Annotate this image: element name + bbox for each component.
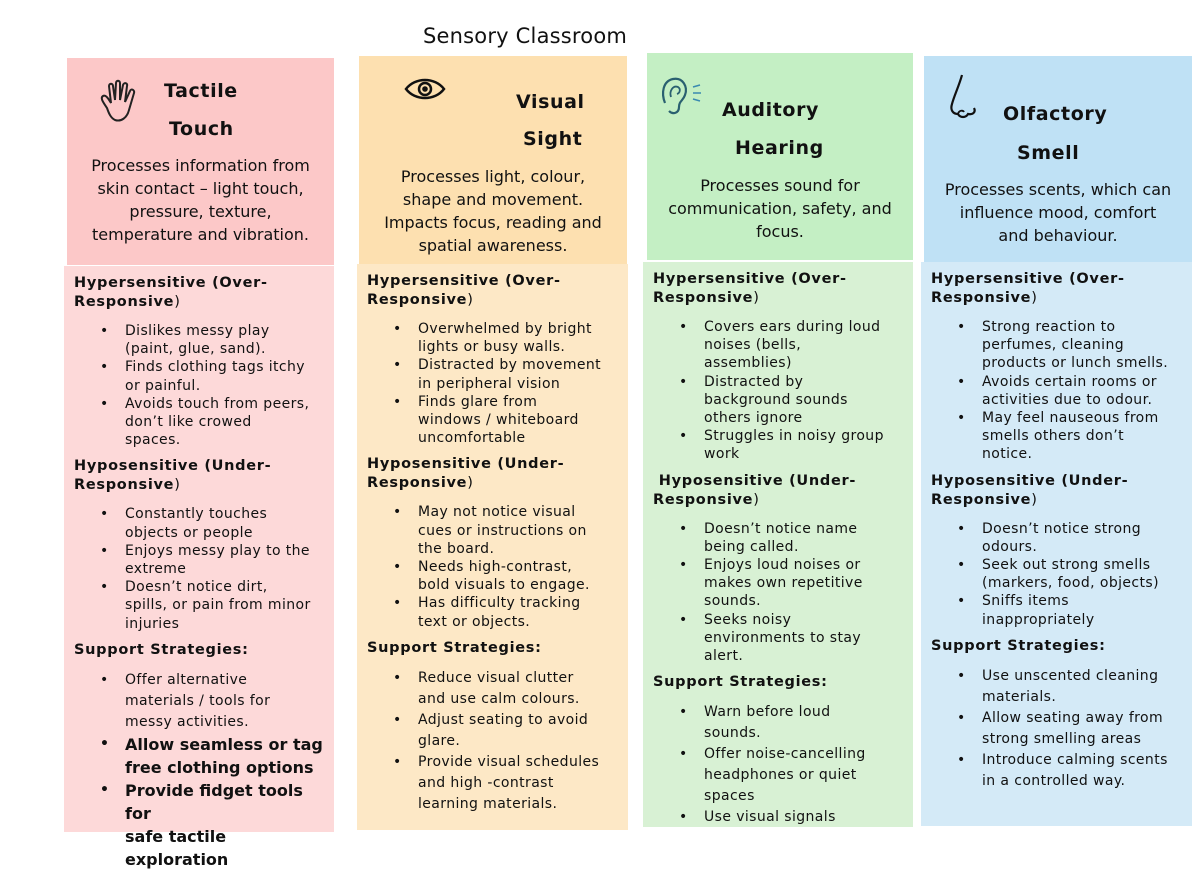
tactile-subname: Touch (169, 118, 234, 140)
list-item: • Introduce calming scents in a controlled way. (982, 750, 1182, 792)
tactile-support-list-big (74, 733, 324, 871)
auditory-hyper-heading: Hypersensitive (Over- Responsive) (653, 271, 847, 306)
list-item: • Use visual signals (704, 807, 903, 828)
list-item: • Provide visual schedules and high -contrast learning materials. (418, 752, 618, 815)
auditory-subname: Hearing (735, 137, 824, 159)
visual-body (357, 264, 628, 830)
auditory-hyper-list (653, 318, 903, 464)
list-item: • Strong reaction to perfumes, cleaning products or lunch smells. (982, 318, 1182, 373)
visual-hypo-list (367, 503, 618, 630)
list-item: • Needs high-contrast, bold visuals to engage. (418, 558, 618, 594)
list-item: • Offer noise-cancelling headphones or quiet spaces (704, 744, 903, 807)
visual-hyper-list (367, 320, 618, 447)
tactile-support-list (74, 670, 324, 733)
list-item: • Finds glare from windows / whiteboard uncomfortable (418, 393, 618, 448)
olfactory-header (924, 56, 1192, 262)
list-item: • Use unscented cleaning materials. (982, 666, 1182, 708)
visual-description: Processes light, colour, shape and movement. Impacts focus, reading and spatial awareness. (384, 167, 602, 255)
olfactory-hypo-list (931, 520, 1182, 629)
tactile-name: Tactile (164, 80, 238, 102)
list-item: • May feel nauseous from smells others don’t notice. (982, 409, 1182, 464)
list-item: • Reduce visual clutter and use calm colours. (418, 668, 618, 710)
list-item: • Distracted by movement in peripheral vision (418, 356, 618, 392)
list-item: • Seek out strong smells (markers, food, objects) (982, 556, 1182, 592)
eye-icon (403, 76, 447, 102)
list-item: • Avoids touch from peers, don’t like crowed spaces. (125, 395, 324, 450)
olfactory-support-heading: Support Strategies: (931, 637, 1106, 654)
olfactory-subname: Smell (1017, 142, 1080, 164)
list-item: • Covers ears during loud noises (bells, assemblies) (704, 318, 903, 373)
ear-icon (655, 73, 705, 119)
tactile-support-heading: Support Strategies: (74, 641, 249, 658)
auditory-hypo-heading: Hyposensitive (Under- Responsive) (653, 472, 857, 508)
olfactory-name: Olfactory (1003, 103, 1108, 125)
list-item: • Allow seating away from strong smelling areas (982, 708, 1182, 750)
tactile-description: Processes information from skin contact – light touch, pressure, texture, temperature and vibration. (91, 156, 310, 244)
list-item: • Adjust seating to avoid glare. (418, 710, 618, 752)
auditory-description: Processes sound for communication, safety, and focus. (668, 176, 892, 241)
tactile-hyper-list (74, 322, 324, 449)
visual-header (359, 56, 627, 264)
tactile-hypo-list (74, 505, 324, 632)
list-item: • Doesn’t notice dirt, spills, or pain from minor injuries (125, 578, 324, 633)
list-item: • Constantly touches objects or people (125, 505, 324, 541)
list-item: • Struggles in noisy group work (704, 427, 903, 463)
olfactory-hyper-heading: Hypersensitive (Over- Responsive) (931, 271, 1125, 306)
olfactory-support-list (931, 666, 1182, 792)
tactile-hypo-heading: Hyposensitive (Under- Responsive) (74, 458, 272, 494)
auditory-header (647, 53, 913, 260)
list-item: • Has difficulty tracking text or objects. (418, 594, 618, 630)
tactile-header (67, 58, 334, 265)
list-item: • Dislikes messy play (paint, glue, sand). (125, 322, 324, 358)
visual-subname: Sight (523, 128, 583, 150)
visual-hypo-heading: Hyposensitive (Under- Responsive) (367, 456, 565, 492)
list-item: • Warn before loud sounds. (704, 702, 903, 744)
nose-icon (946, 72, 982, 122)
auditory-hypo-list (653, 520, 903, 666)
list-item: • Sniffs items inappropriately (982, 592, 1182, 628)
list-item: • Doesn’t notice name being called. (704, 520, 903, 556)
auditory-name: Auditory (722, 99, 820, 121)
tactile-body (64, 266, 334, 869)
hand-icon (95, 78, 145, 128)
visual-support-heading: Support Strategies: (367, 639, 542, 656)
list-item: • Overwhelmed by bright lights or busy walls. (418, 320, 618, 356)
list-item: • Finds clothing tags itchy or painful. (125, 358, 324, 394)
visual-hyper-heading: Hypersensitive (Over- Responsive) (367, 273, 561, 308)
list-item: • Avoids certain rooms or activities due to odour. (982, 373, 1182, 409)
list-item: • Distracted by background sounds others ignore (704, 373, 903, 428)
list-item: • May not notice visual cues or instructions on the board. (418, 503, 618, 558)
list-item: • Enjoys loud noises or makes own repetitive sounds. (704, 556, 903, 611)
list-item: • Doesn’t notice strong odours. (982, 520, 1182, 556)
visual-name: Visual (516, 91, 585, 113)
auditory-support-list (653, 702, 903, 828)
olfactory-hyper-list (931, 318, 1182, 464)
list-item: • Seeks noisy environments to stay alert. (704, 611, 903, 666)
list-item: • Allow seamless or tag free clothing options (125, 733, 324, 779)
olfactory-hypo-heading: Hyposensitive (Under- Responsive) (931, 472, 1129, 508)
tactile-hyper-heading: Hypersensitive (Over- Responsive) (74, 275, 268, 310)
auditory-support-heading: Support Strategies: (653, 674, 828, 691)
olfactory-description: Processes scents, which can influence mood, comfort and behaviour. (944, 180, 1172, 245)
olfactory-body (921, 262, 1192, 826)
visual-support-list (367, 668, 618, 815)
auditory-body (643, 262, 913, 827)
list-item: • Provide fidget tools for safe tactile exploration (125, 779, 324, 871)
list-item: • Offer alternative materials / tools for messy activities. (125, 670, 324, 733)
page-title: Sensory Classroom (423, 24, 628, 48)
list-item: • Enjoys messy play to the extreme (125, 542, 324, 578)
